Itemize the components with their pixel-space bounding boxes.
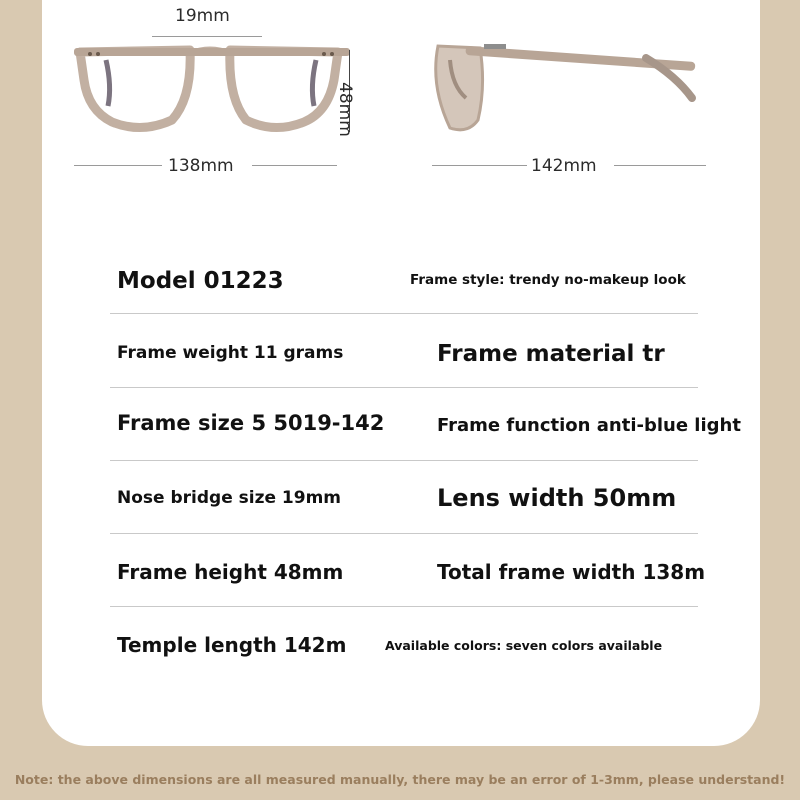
row-divider <box>110 606 698 607</box>
side-length-label: 142mm <box>531 156 597 176</box>
total-width-text: Total frame width 138m <box>437 560 706 584</box>
front-width-line-left <box>74 165 162 166</box>
row-divider <box>110 387 698 388</box>
front-width-label: 138mm <box>168 156 234 176</box>
bridge-dimension-label: 19mm <box>175 6 230 26</box>
nose-bridge-text: Nose bridge size 19mm <box>117 488 342 508</box>
height-dimension-label: 48mm <box>335 82 355 137</box>
side-length-line-left <box>432 165 527 166</box>
side-view-glasses-image <box>426 36 706 136</box>
available-colors-text: Available colors: seven colors available <box>385 638 663 653</box>
frame-style-text: Frame style: trendy no-makeup look <box>410 272 686 288</box>
temple-length-text: Temple length 142m <box>117 633 347 657</box>
frame-function-text: Frame function anti-blue light <box>437 415 741 436</box>
model-text: Model 01223 <box>117 268 284 294</box>
lens-width-text: Lens width 50mm <box>437 484 677 512</box>
frame-size-text: Frame size 5 5019-142 <box>117 411 385 435</box>
frame-weight-text: Frame weight 11 grams <box>117 343 344 363</box>
frame-material-text: Frame material tr <box>437 341 665 367</box>
side-length-line-right <box>614 165 706 166</box>
front-width-line-right <box>252 165 337 166</box>
spec-card <box>42 0 760 746</box>
measurement-note: Note: the above dimensions are all measured manually, there may be an error of 1-3mm, please understand! <box>14 772 786 787</box>
row-divider <box>110 460 698 461</box>
row-divider <box>110 313 698 314</box>
front-view-glasses-image <box>72 36 352 136</box>
row-divider <box>110 533 698 534</box>
frame-height-text: Frame height 48mm <box>117 560 344 584</box>
